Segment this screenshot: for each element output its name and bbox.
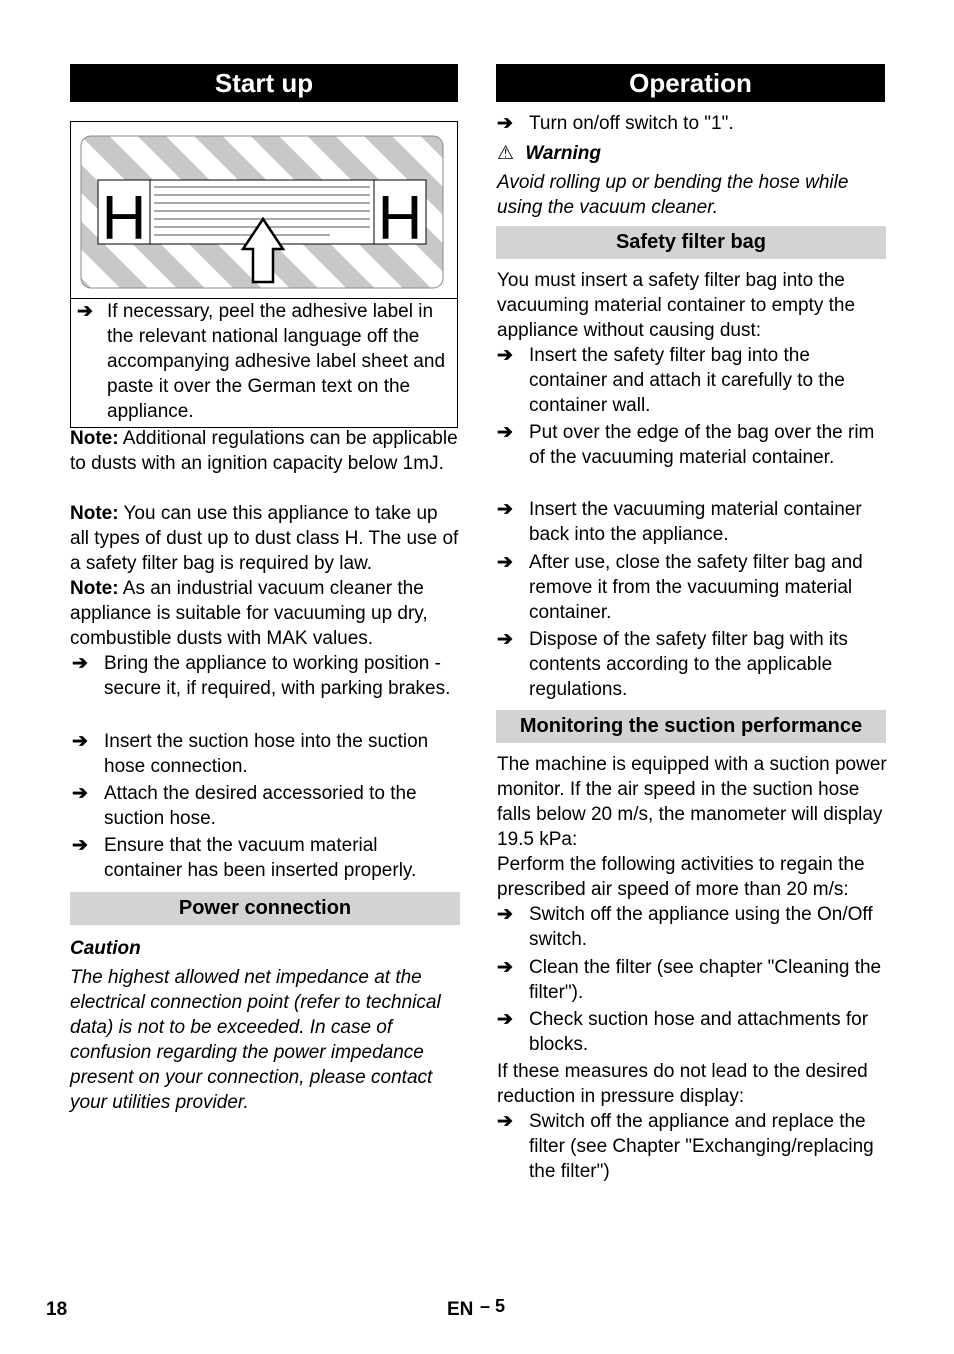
note-1: Note: Additional regulations can be applicable to dusts with an ignition capacity below 1mJ.	[70, 428, 458, 474]
label-h-left: H	[101, 184, 147, 253]
warning-label-image	[80, 135, 444, 289]
caution-text: The highest allowed net impedance at the electrical connection point (refer to technical data) is not to be exceeded. In case of confusion regarding the power impedance present on your connection, please contact your utilities provider.	[70, 967, 441, 1113]
caution-label: Caution	[70, 938, 141, 959]
arrow-icon: ➔	[72, 835, 88, 856]
safety-filter-bag-heading: Safety filter bag	[496, 226, 886, 259]
arrow-icon: ➔	[497, 1111, 513, 1132]
monitor-intro-3: If these measures do not lead to the desired reduction in pressure display:	[497, 1061, 868, 1107]
monitor-intro-2: Perform the following activities to regain the prescribed air speed of more than 20 m/s:	[497, 854, 865, 900]
arrow-icon: ➔	[497, 629, 513, 650]
arrow-icon: ➔	[72, 653, 88, 674]
monitor-intro: The machine is equipped with a suction power monitor. If the air speed in the suction hose falls below 20 m/s, the manometer will display 19.5 kPa:	[497, 754, 887, 850]
note-3: Note: As an industrial vacuum cleaner the appliance is suitable for vacuuming up dry, combustible dusts with MAK values.	[70, 578, 428, 649]
arrow-icon: ➔	[497, 904, 513, 925]
warning-line: ⚠ Warning	[497, 143, 601, 164]
arrow-icon: ➔	[497, 1009, 513, 1030]
arrow-icon: ➔	[497, 345, 513, 366]
label-h-right: H	[377, 184, 423, 253]
operation-heading: Operation	[496, 64, 885, 102]
arrow-icon: ➔	[77, 301, 93, 322]
monitoring-heading: Monitoring the suction performance	[496, 710, 886, 743]
start-up-heading: Start up	[70, 64, 458, 102]
sub-page: – 5	[480, 1296, 506, 1316]
arrow-icon: ➔	[72, 731, 88, 752]
power-connection-heading: Power connection	[70, 892, 460, 925]
arrow-icon: ➔	[497, 957, 513, 978]
page-number: 18	[46, 1299, 68, 1320]
note-2: Note: You can use this appliance to take up all types of dust up to dust class H. The use of a safety filter bag is required by law.	[70, 503, 459, 574]
arrow-icon: ➔	[497, 422, 513, 443]
warning-icon: ⚠	[497, 143, 515, 164]
warning-text: Avoid rolling up or bending the hose while using the vacuum cleaner.	[497, 172, 849, 218]
arrow-icon: ➔	[497, 113, 513, 134]
arrow-icon: ➔	[497, 499, 513, 520]
language-code: EN	[447, 1299, 474, 1320]
arrow-icon: ➔	[497, 552, 513, 573]
filter-intro: You must insert a safety filter bag into the vacuuming material container to empty the appliance without causing dust:	[497, 270, 856, 341]
arrow-icon: ➔	[72, 783, 88, 804]
